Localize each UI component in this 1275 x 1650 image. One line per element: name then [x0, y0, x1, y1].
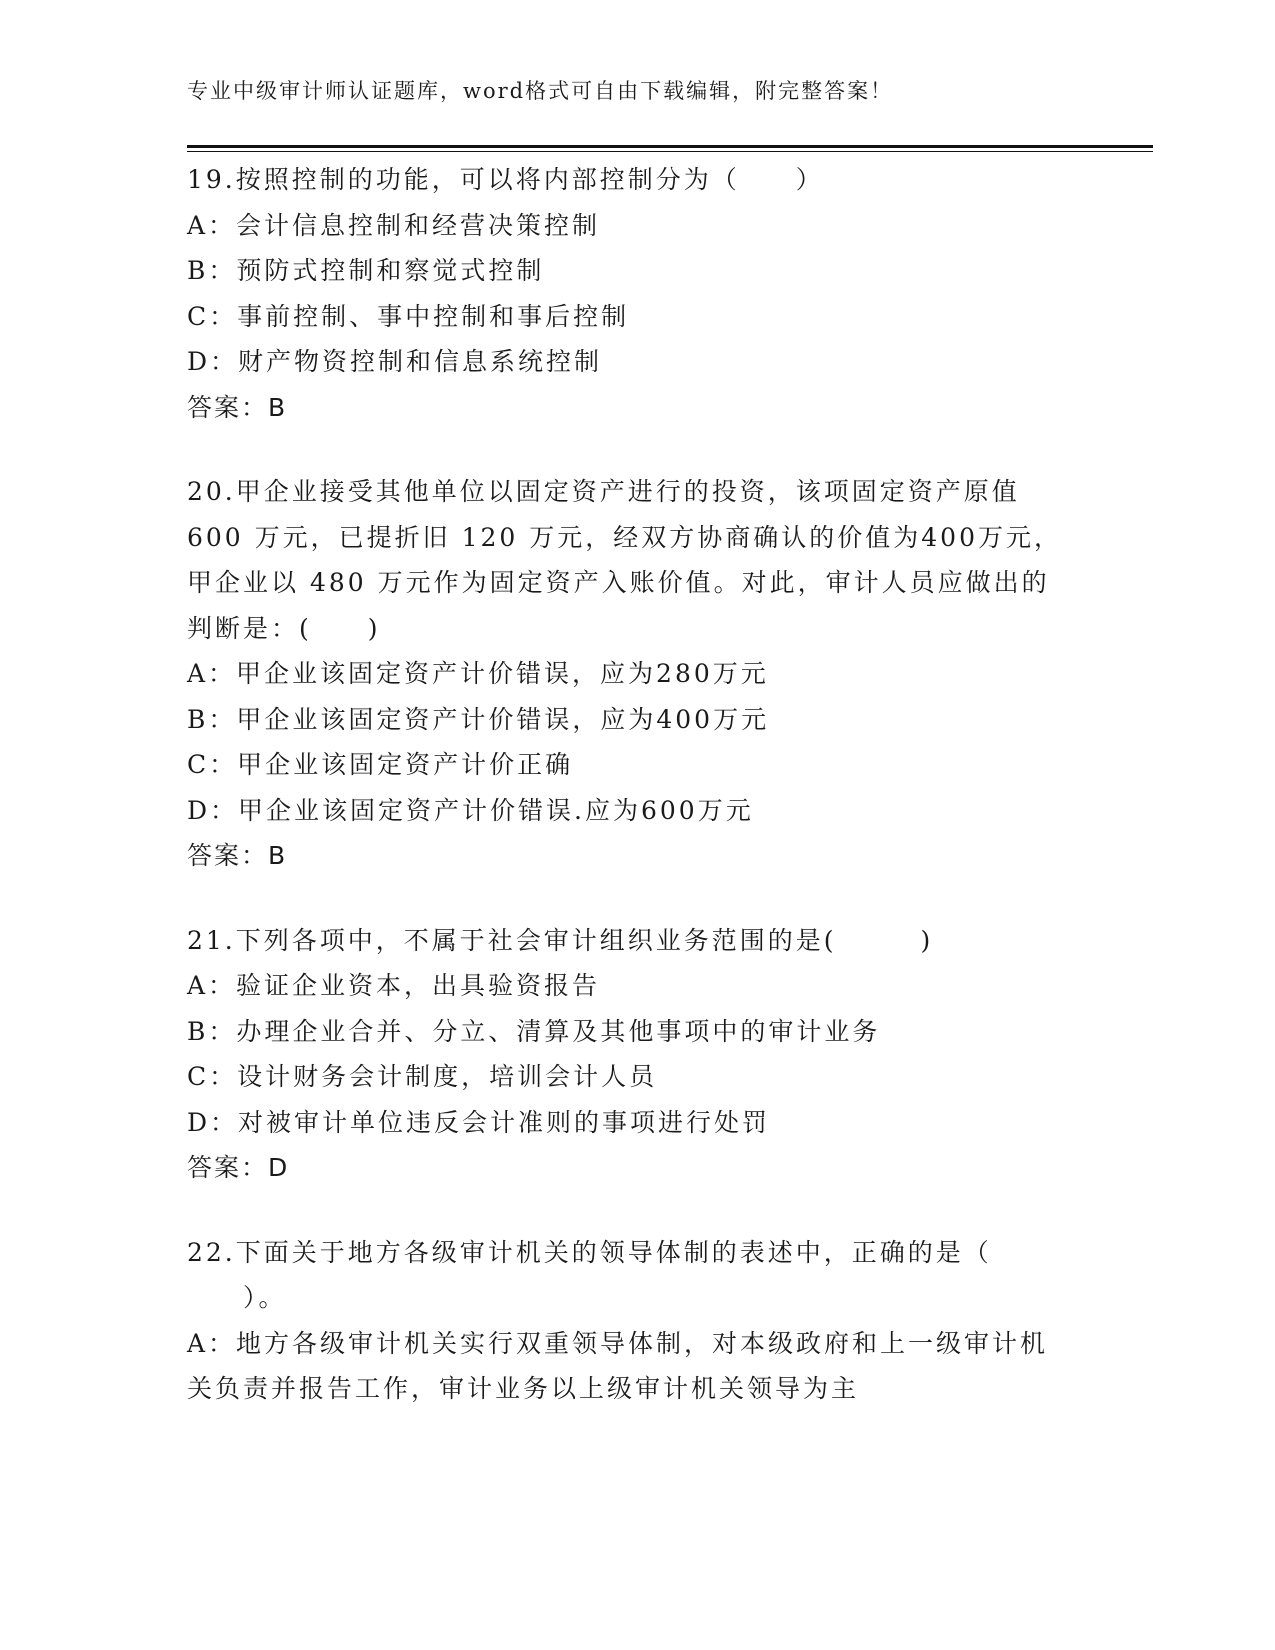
answer-label: 答案：B — [187, 841, 288, 870]
answer-label: 答案：D — [187, 1153, 290, 1182]
option-d: D：对被审计单位违反会计准则的事项进行处罚 — [187, 1107, 771, 1137]
question-stem: 21.下列各项中，不属于社会审计组织业务范围的是( ) — [187, 925, 934, 955]
option-a: A：会计信息控制和经营决策控制 — [187, 210, 601, 240]
question-stem: 判断是：( ) — [187, 613, 381, 643]
answer-label: 答案：B — [187, 392, 288, 422]
question-stem: 20.甲企业接受其他单位以固定资产进行的投资，该项固定资产原值 — [187, 477, 1020, 506]
option-a: A：地方各级审计机关实行双重领导体制，对本级政府和上一级审计机 — [187, 1328, 1049, 1358]
question-stem: 19.按照控制的功能，可以将内部控制分为（ ） — [187, 165, 824, 194]
question-21 — [187, 918, 1087, 1191]
option-b: B：预防式控制和察觉式控制 — [187, 256, 545, 285]
question-stem: 22.下面关于地方各级审计机关的领导体制的表述中，正确的是（ — [187, 1237, 992, 1267]
option-a: A：验证企业资本，出具验资报告 — [187, 971, 601, 1000]
question-stem: ）。 — [187, 1283, 287, 1312]
header-divider — [187, 145, 1153, 148]
question-19 — [187, 157, 1087, 430]
question-22 — [187, 1230, 1087, 1412]
question-list — [187, 157, 1087, 1451]
option-b: B：甲企业该固定资产计价错误，应为400万元 — [187, 704, 770, 734]
option-c: C：事前控制、事中控制和事后控制 — [187, 301, 630, 331]
option-d: D：财产物资控制和信息系统控制 — [187, 347, 603, 376]
page-header-text: 专业中级审计师认证题库，word格式可自由下载编辑，附完整答案！ — [187, 79, 894, 103]
option-c: C：甲企业该固定资产计价正确 — [187, 750, 574, 779]
option-b: B：办理企业合并、分立、清算及其他事项中的审计业务 — [187, 1016, 881, 1046]
option-c: C：设计财务会计制度，培训会计人员 — [187, 1062, 658, 1091]
option-a-continued: 关负责并报告工作，审计业务以上级审计机关领导为主 — [187, 1374, 860, 1403]
question-stem: 600 万元，已提折旧 120 万元，经双方协商确认的价值为400万元， — [187, 522, 1062, 552]
question-stem: 甲企业以 480 万元作为固定资产入账价值。对此，审计人员应做出的 — [187, 568, 1050, 597]
option-d: D：甲企业该固定资产计价错误.应为600万元 — [187, 795, 754, 825]
question-20 — [187, 469, 1087, 879]
option-a: A：甲企业该固定资产计价错误，应为280万元 — [187, 659, 769, 688]
